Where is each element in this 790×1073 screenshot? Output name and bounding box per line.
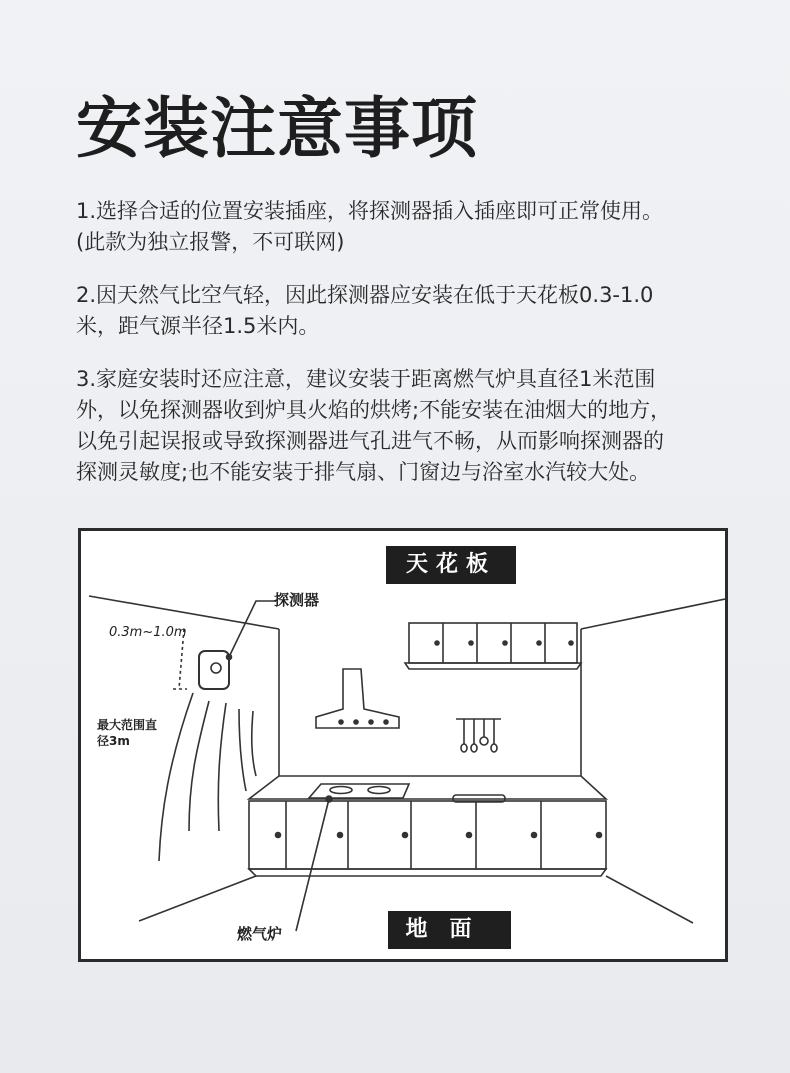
note-line: 2.因天然气比空气轻，因此探测器应安装在低于天花板0.3-1.0	[76, 283, 654, 307]
note-line: 外，以免探测器收到炉具火焰的烘烤;不能安装在油烟大的地方，	[76, 398, 672, 422]
note-line: 以免引起误报或导致探测器进气孔进气不畅，从而影响探测器的	[76, 429, 664, 453]
stove-label: 燃气炉	[237, 925, 283, 943]
installation-notes	[76, 196, 748, 510]
note-line: 1.选择合适的位置安装插座，将探测器插入插座即可正常使用。	[76, 199, 664, 223]
gas-dispersion-curve	[239, 709, 246, 791]
floor-label: 地面	[388, 911, 511, 949]
kitchen-illustration	[81, 531, 725, 959]
detector-pointer	[229, 601, 276, 657]
gas-dispersion-curve	[252, 711, 256, 776]
gas-dispersion-curve	[218, 703, 226, 831]
note-1	[76, 196, 748, 258]
page-title: 安装注意事项	[76, 90, 478, 167]
note-line: (此款为独立报警，不可联网)	[76, 230, 345, 254]
base-cabinets	[249, 801, 606, 869]
gas-stove-top	[309, 784, 409, 798]
note-3	[76, 364, 748, 488]
ceiling-right-edge	[581, 599, 725, 629]
gas-detector-icon	[199, 651, 229, 689]
distance-label: 0.3m~1.0m	[109, 625, 187, 640]
note-line: 3.家庭安装时还应注意，建议安装于距离燃气炉具直径1米范围	[76, 367, 656, 391]
note-line: 探测灵敏度;也不能安装于排气扇、门窗边与浴室水汽较大处。	[76, 460, 651, 484]
note-2	[76, 280, 748, 342]
kitchen-installation-diagram	[78, 528, 728, 962]
countertop	[249, 776, 606, 799]
gas-dispersion-curve	[189, 701, 209, 831]
floor-right-edge	[606, 876, 693, 923]
stove-pointer	[296, 799, 329, 931]
ceiling-label: 天花板	[386, 546, 516, 584]
detector-label: 探测器	[274, 591, 320, 609]
range-label: 最大范围直径3m	[97, 718, 158, 748]
floor-left-edge	[139, 876, 256, 921]
note-line: 米，距气源半径1.5米内。	[76, 314, 320, 338]
range-hood	[316, 669, 399, 728]
